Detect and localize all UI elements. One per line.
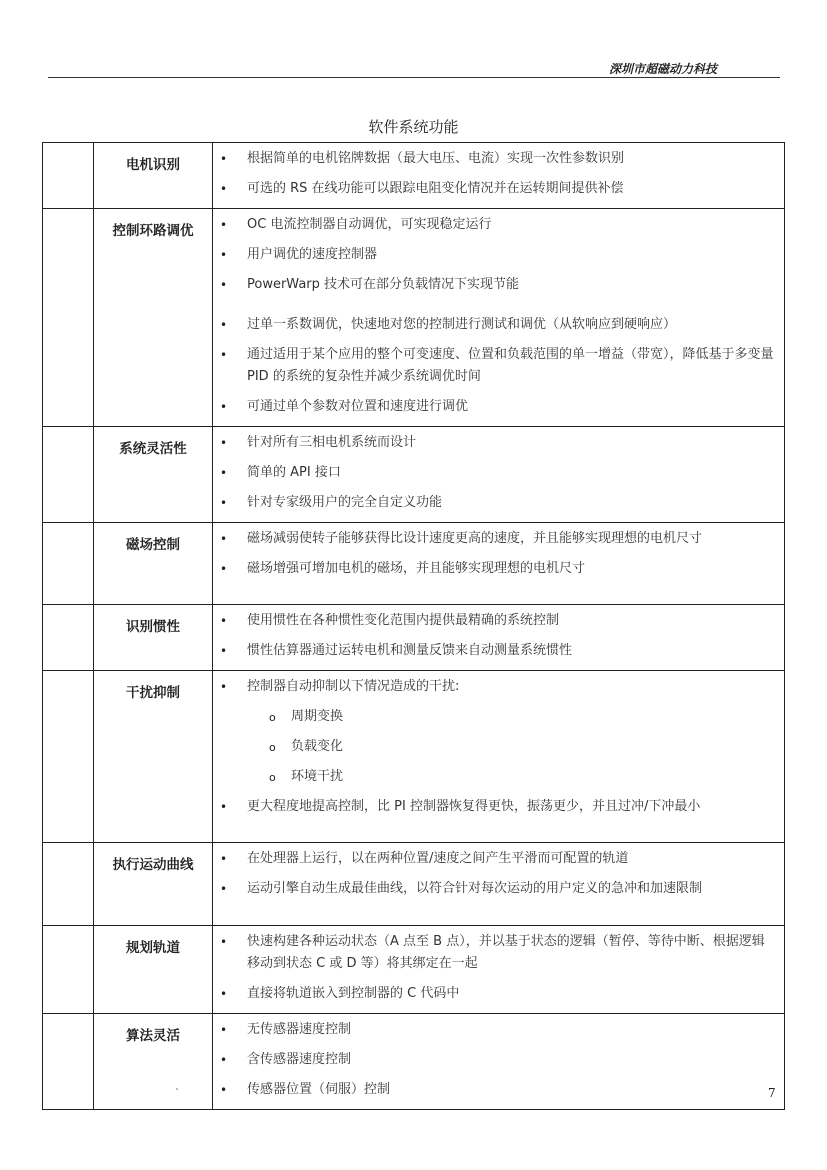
list-item: • PowerWarp 技术可在部分负载情况下实现节能 bbox=[241, 274, 776, 296]
section-title: 软件系统功能 bbox=[368, 118, 459, 136]
list-item: • 磁场减弱使转子能够获得比设计速度更高的速度，并且能够实现理想的电机尺寸 bbox=[241, 528, 776, 550]
blank-cell bbox=[43, 605, 94, 671]
feature-label: 干扰抑制 bbox=[94, 671, 213, 843]
feature-table bbox=[42, 142, 785, 1110]
feature-label: 规划轨道 bbox=[94, 926, 213, 1014]
table-row bbox=[43, 926, 785, 1014]
feature-label: 识别惯性 bbox=[94, 605, 213, 671]
blank-cell bbox=[43, 926, 94, 1014]
list-item: • OC 电流控制器自动调优，可实现稳定运行 bbox=[241, 214, 776, 236]
company-header: 深圳市超磁动力科技 bbox=[608, 62, 717, 76]
list-item: • 无传感器速度控制 bbox=[241, 1019, 776, 1041]
list-item: • 可通过单个参数对位置和速度进行调优 bbox=[241, 396, 776, 418]
feature-items bbox=[213, 523, 785, 605]
list-item: • 可选的 RS 在线功能可以跟踪电阻变化情况并在运转期间提供补偿 bbox=[241, 178, 776, 200]
feature-items bbox=[213, 427, 785, 523]
feature-items bbox=[213, 605, 785, 671]
blank-cell bbox=[43, 1014, 94, 1110]
list-item: • 直接将轨道嵌入到控制器的 C 代码中 bbox=[241, 983, 776, 1005]
feature-items bbox=[213, 671, 785, 843]
list-item: • 含传感器速度控制 bbox=[241, 1049, 776, 1071]
blank-cell bbox=[43, 209, 94, 427]
feature-label: 执行运动曲线 bbox=[94, 843, 213, 926]
feature-label: 控制环路调优 bbox=[94, 209, 213, 427]
blank-cell bbox=[43, 143, 94, 209]
list-item: • 简单的 API 接口 bbox=[241, 462, 776, 484]
list-item: • 用户调优的速度控制器 bbox=[241, 244, 776, 266]
blank-cell bbox=[43, 843, 94, 926]
sub-list-item: o 环境干扰 bbox=[241, 766, 776, 788]
feature-items bbox=[213, 1014, 785, 1110]
sub-list-item: o 负载变化 bbox=[241, 736, 776, 758]
table-row bbox=[43, 143, 785, 209]
list-item: • 在处理器上运行，以在两种位置/速度之间产生平滑而可配置的轨道 bbox=[241, 848, 776, 870]
list-item: • 过单一系数调优，快速地对您的控制进行测试和调优（从软响应到硬响应） bbox=[241, 314, 776, 336]
table-row bbox=[43, 1014, 785, 1110]
list-item: • 传感器位置（伺服）控制 bbox=[241, 1079, 776, 1101]
feature-items bbox=[213, 209, 785, 427]
list-item: • 根据简单的电机铭牌数据（最大电压、电流）实现一次性参数识别 bbox=[241, 148, 776, 170]
feature-label: 算法灵活 bbox=[94, 1014, 213, 1110]
table-row bbox=[43, 209, 785, 427]
feature-label: 电机识别 bbox=[94, 143, 213, 209]
list-item: • 针对所有三相电机系统而设计 bbox=[241, 432, 776, 454]
sub-list-item: o 周期变换 bbox=[241, 706, 776, 728]
blank-cell bbox=[43, 427, 94, 523]
table-row bbox=[43, 671, 785, 843]
list-item: • 控制器自动抑制以下情况造成的干扰: bbox=[241, 676, 776, 698]
feature-items bbox=[213, 843, 785, 926]
list-item: • 快速构建各种运动状态（A 点至 B 点），并以基于状态的逻辑（暂停、等待中断、根据逻辑移动到状态 C 或 D 等）将其绑定在一起 bbox=[241, 931, 776, 975]
list-item: • 惯性估算器通过运转电机和测量反馈来自动测量系统惯性 bbox=[241, 640, 776, 662]
list-item: • 运动引擎自动生成最佳曲线，以符合针对每次运动的用户定义的急冲和加速限制 bbox=[241, 878, 776, 900]
list-item: • 针对专家级用户的完全自定义功能 bbox=[241, 492, 776, 514]
list-item: • 通过适用于某个应用的整个可变速度、位置和负载范围的单一增益（带宽），降低基于多变量 PID 的系统的复杂性并减少系统调优时间 bbox=[241, 344, 776, 388]
table-row bbox=[43, 605, 785, 671]
table-row bbox=[43, 523, 785, 605]
table-row bbox=[43, 843, 785, 926]
blank-cell bbox=[43, 523, 94, 605]
list-item: • 更大程度地提高控制，比 PI 控制器恢复得更快，振荡更少，并且过冲/下冲最小 bbox=[241, 796, 776, 818]
list-item: • 使用惯性在各种惯性变化范围内提供最精确的系统控制 bbox=[241, 610, 776, 632]
blank-cell bbox=[43, 671, 94, 843]
footer-mark: ` bbox=[175, 1088, 180, 1099]
feature-label: 磁场控制 bbox=[94, 523, 213, 605]
table-row bbox=[43, 427, 785, 523]
feature-items bbox=[213, 926, 785, 1014]
list-item: • 磁场增强可增加电机的磁场，并且能够实现理想的电机尺寸 bbox=[241, 558, 776, 580]
header-divider bbox=[48, 77, 780, 78]
feature-items bbox=[213, 143, 785, 209]
feature-label: 系统灵活性 bbox=[94, 427, 213, 523]
page-number: 7 bbox=[768, 1086, 776, 1100]
